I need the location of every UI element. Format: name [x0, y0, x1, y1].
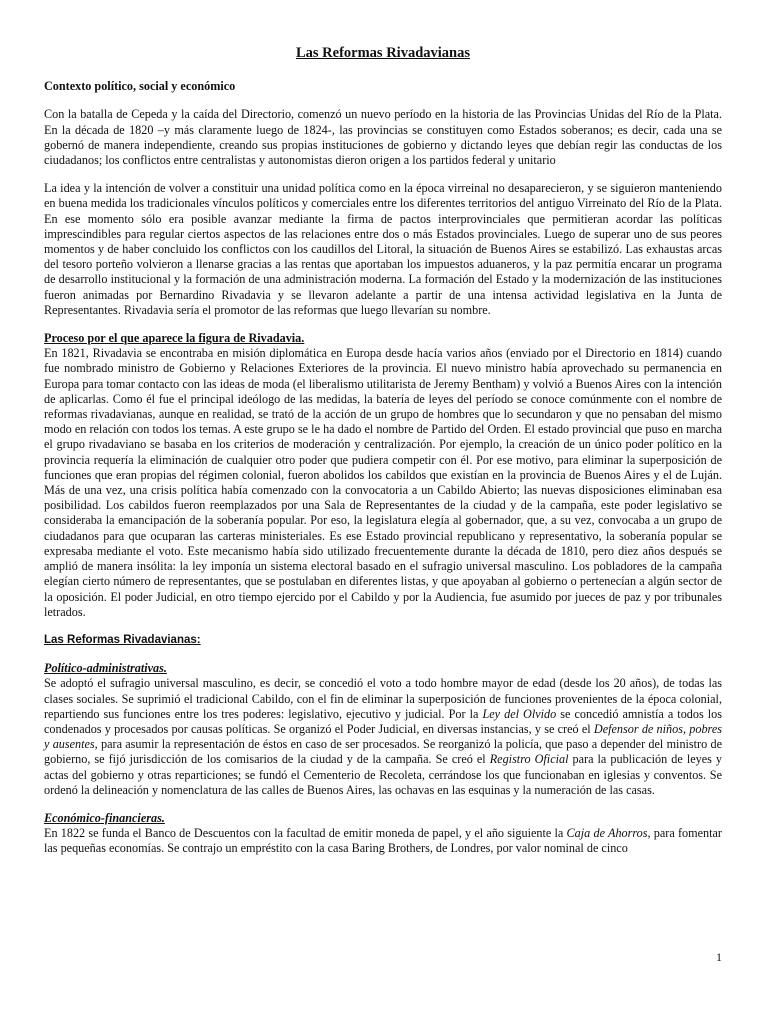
paragraph-rivadavia: En 1821, Rivadavia se encontraba en misión diplomática en Europa desde hacía varios años (enviado por el Directorio en 1814) cuando fue nombrado ministro de Gobierno y Relaciones Exteriores de la provincia. El nuevo ministro había aprovechado su permanencia en Europa para tomar contacto con las ideas de moda (el liberalismo utilitarista de Jeremy Bentham) y volvió a Buenos Aires con la intención de aplicarlas. Como él fue el principal ideólogo de las medidas, la batería de leyes del período se conoce comúnmente con el nombre de reformas rivadavianas, aunque en realidad, se trató de la acción de un grupo de hombres que lo secundaron y que no pensaban del mismo modo en relación con todos los temas. A este grupo se le ha dado el nombre de Partido del Orden. El estado provincial que puso en marcha el grupo rivadaviano se basaba en los criterios de moderación y centralización. Por ejemplo, la creación de un único poder político en la provincia requería la eliminación de cualquier otro poder que pudiera competir con él. Por ese motivo, para eliminar la superposición de funciones que eran propias del régimen colonial, fueron abolidos los cabildos que existían en la provincia de Buenos Aires y el de Luján. Más de una vez, una crisis política había comenzado con la convocatoria a un Cabildo Abierto; las nuevas disposiciones eliminaban esa posibilidad. Los cabildos fueron reemplazados por una Sala de Representantes de la ciudad y de la campaña, este poder legislativo se consideraba la emancipación de la soberanía popular. Por eso, la legislatura elegía al gobernador, que, a su vez, convocaba a un grupo de ciudadanos para que ocuparan las carteras ministeriales. Es ese Estado provincial republicano y representativo, la soberanía popular se expresaba mediante el voto. Este mecanismo había sido utilizado frecuentemente durante la década de 1810, pero diez años después se amplió de manera insólita: la ley imponía un sistema electoral basado en el sufragio universal masculino. Los pobladores de la campaña elegían cierto número de representantes, que se postulaban en diferentes listas, y que apoyaban al gobierno o pertenecían a algún sector de la oposición. El poder Judicial, en otro tiempo ejercido por el Cabildo y por la Audiencia, fue asumido por jueces de paz y por tribunales letrados. — [44, 346, 722, 619]
paragraph-political-part-c: , para asumir la representación de éstos en caso de ser procesados. Se reorganizó la policía, que paso a depender del ministro de gobierno, se fijó jurisdicción de los comisarios de la ciudad y de la campaña. Se creó el — [44, 737, 722, 767]
section-heading-rivadavia: Proceso por el que aparece la figura de Rivadavia. — [44, 331, 305, 346]
document-body — [44, 46, 722, 870]
paragraph-political-part-b: se concedió amnistía a todos los condenados y procesados por causas políticas. Se organizó el Poder Judicial, en diversas instancias, y se creó el — [44, 706, 722, 736]
page-number: 1 — [716, 950, 722, 964]
paragraph-economic-part-a: En 1822 se funda el Banco de Descuentos con la facultad de emitir moneda de papel, y el año siguiente la — [44, 826, 567, 841]
paragraph-context-1: Con la batalla de Cepeda y la caída del Directorio, comenzó un nuevo período en la historia de las Provincias Unidas del Río de la Plata. En la década de 1820 –y más claramente luego de 1824-, las provincias se constituyen como Estados soberanos; es decir, cada una se gobernó de manera independiente, creando sus propias instituciones de gobierno y dictando leyes que debían regir las conductas de los ciudadanos; los conflictos entre centralistas y autonomistas dieron origen a los partidos federal y unitario — [44, 107, 722, 168]
document-title: Las Reformas Rivadavianas — [295, 45, 470, 61]
paragraph-political — [44, 676, 722, 798]
subsection-heading-economic: Económico-financieras. — [44, 810, 165, 825]
section-heading-reforms: Las Reformas Rivadavianas: — [44, 633, 201, 646]
section-heading-context: Contexto político, social y económico — [44, 79, 236, 94]
defensor-term: Defensor de niños, pobres y ausentes — [44, 721, 722, 752]
registro-oficial-term: Registro Oficial — [489, 752, 569, 767]
paragraph-political-part-a: Se adoptó el sufragio universal masculino, es decir, se concedió el voto a todo hombre mayor de edad (desde los 20 años), de todas las clases sociales. Se suprimió el tradicional Cabildo, con el fin de eliminar la superposición de funciones provenientes de la época colonial, repartiendo sus funciones entre los tres poderes: legislativo, ejecutivo y judicial. Por la — [44, 676, 722, 721]
caja-de-ahorros-term: Caja de Ahorros — [566, 826, 648, 841]
ley-del-olvido-term: Ley del Olvido — [482, 706, 557, 721]
paragraph-economic — [44, 826, 722, 856]
paragraph-economic-part-b: , para fomentar las pequeñas economías. Se contrajo un empréstito con la casa Baring Brothers, de Londres, por valor nominal de cinco — [44, 826, 722, 856]
paragraph-context-2: La idea y la intención de volver a constituir una unidad política como en la época virreinal no desaparecieron, y se siguieron manteniendo en buena medida los tradicionales vínculos políticos y comerciales entre los diferentes territorios del antiguo Virreinato del Río de la Plata. En ese momento sólo era posible avanzar mediante la firma de pactos interprovinciales que permitieran acordar las políticas imprescindibles para regular ciertos aspectos de las relaciones entre dos o más Estados provinciales. Luego de superar uno de sus peores momentos y de haber concluido los conflictos con los caudillos del Litoral, la situación de Buenos Aires se estabilizó. Las exhaustas arcas del tesoro porteño volvieron a llenarse gracias a las rentas que aportaban los impuestos aduaneros, y la paz permitía encarar un programa de desarrollo institucional y la formación de una administración moderna. La formación del Estado y la modernización de las instituciones fueron animadas por Bernardino Rivadavia y se llevaron adelante a partir de una intensa actividad legislativa en la Junta de Representantes. Rivadavia sería el promotor de las reformas que luego llevarían su nombre. — [44, 181, 722, 317]
subsection-heading-political: Político-administrativas. — [44, 661, 167, 676]
paragraph-political-part-d: para la publicación de leyes y actas del gobierno y otras reparticiones; se fundó el Cementerio de Recoleta, cerrándose los que funcionaban en iglesias y conventos. Se ordenó la delineación y nomenclatura de las calles de Buenos Aires, las ochavas en las esquinas y la numeración de las casas. — [44, 752, 723, 797]
